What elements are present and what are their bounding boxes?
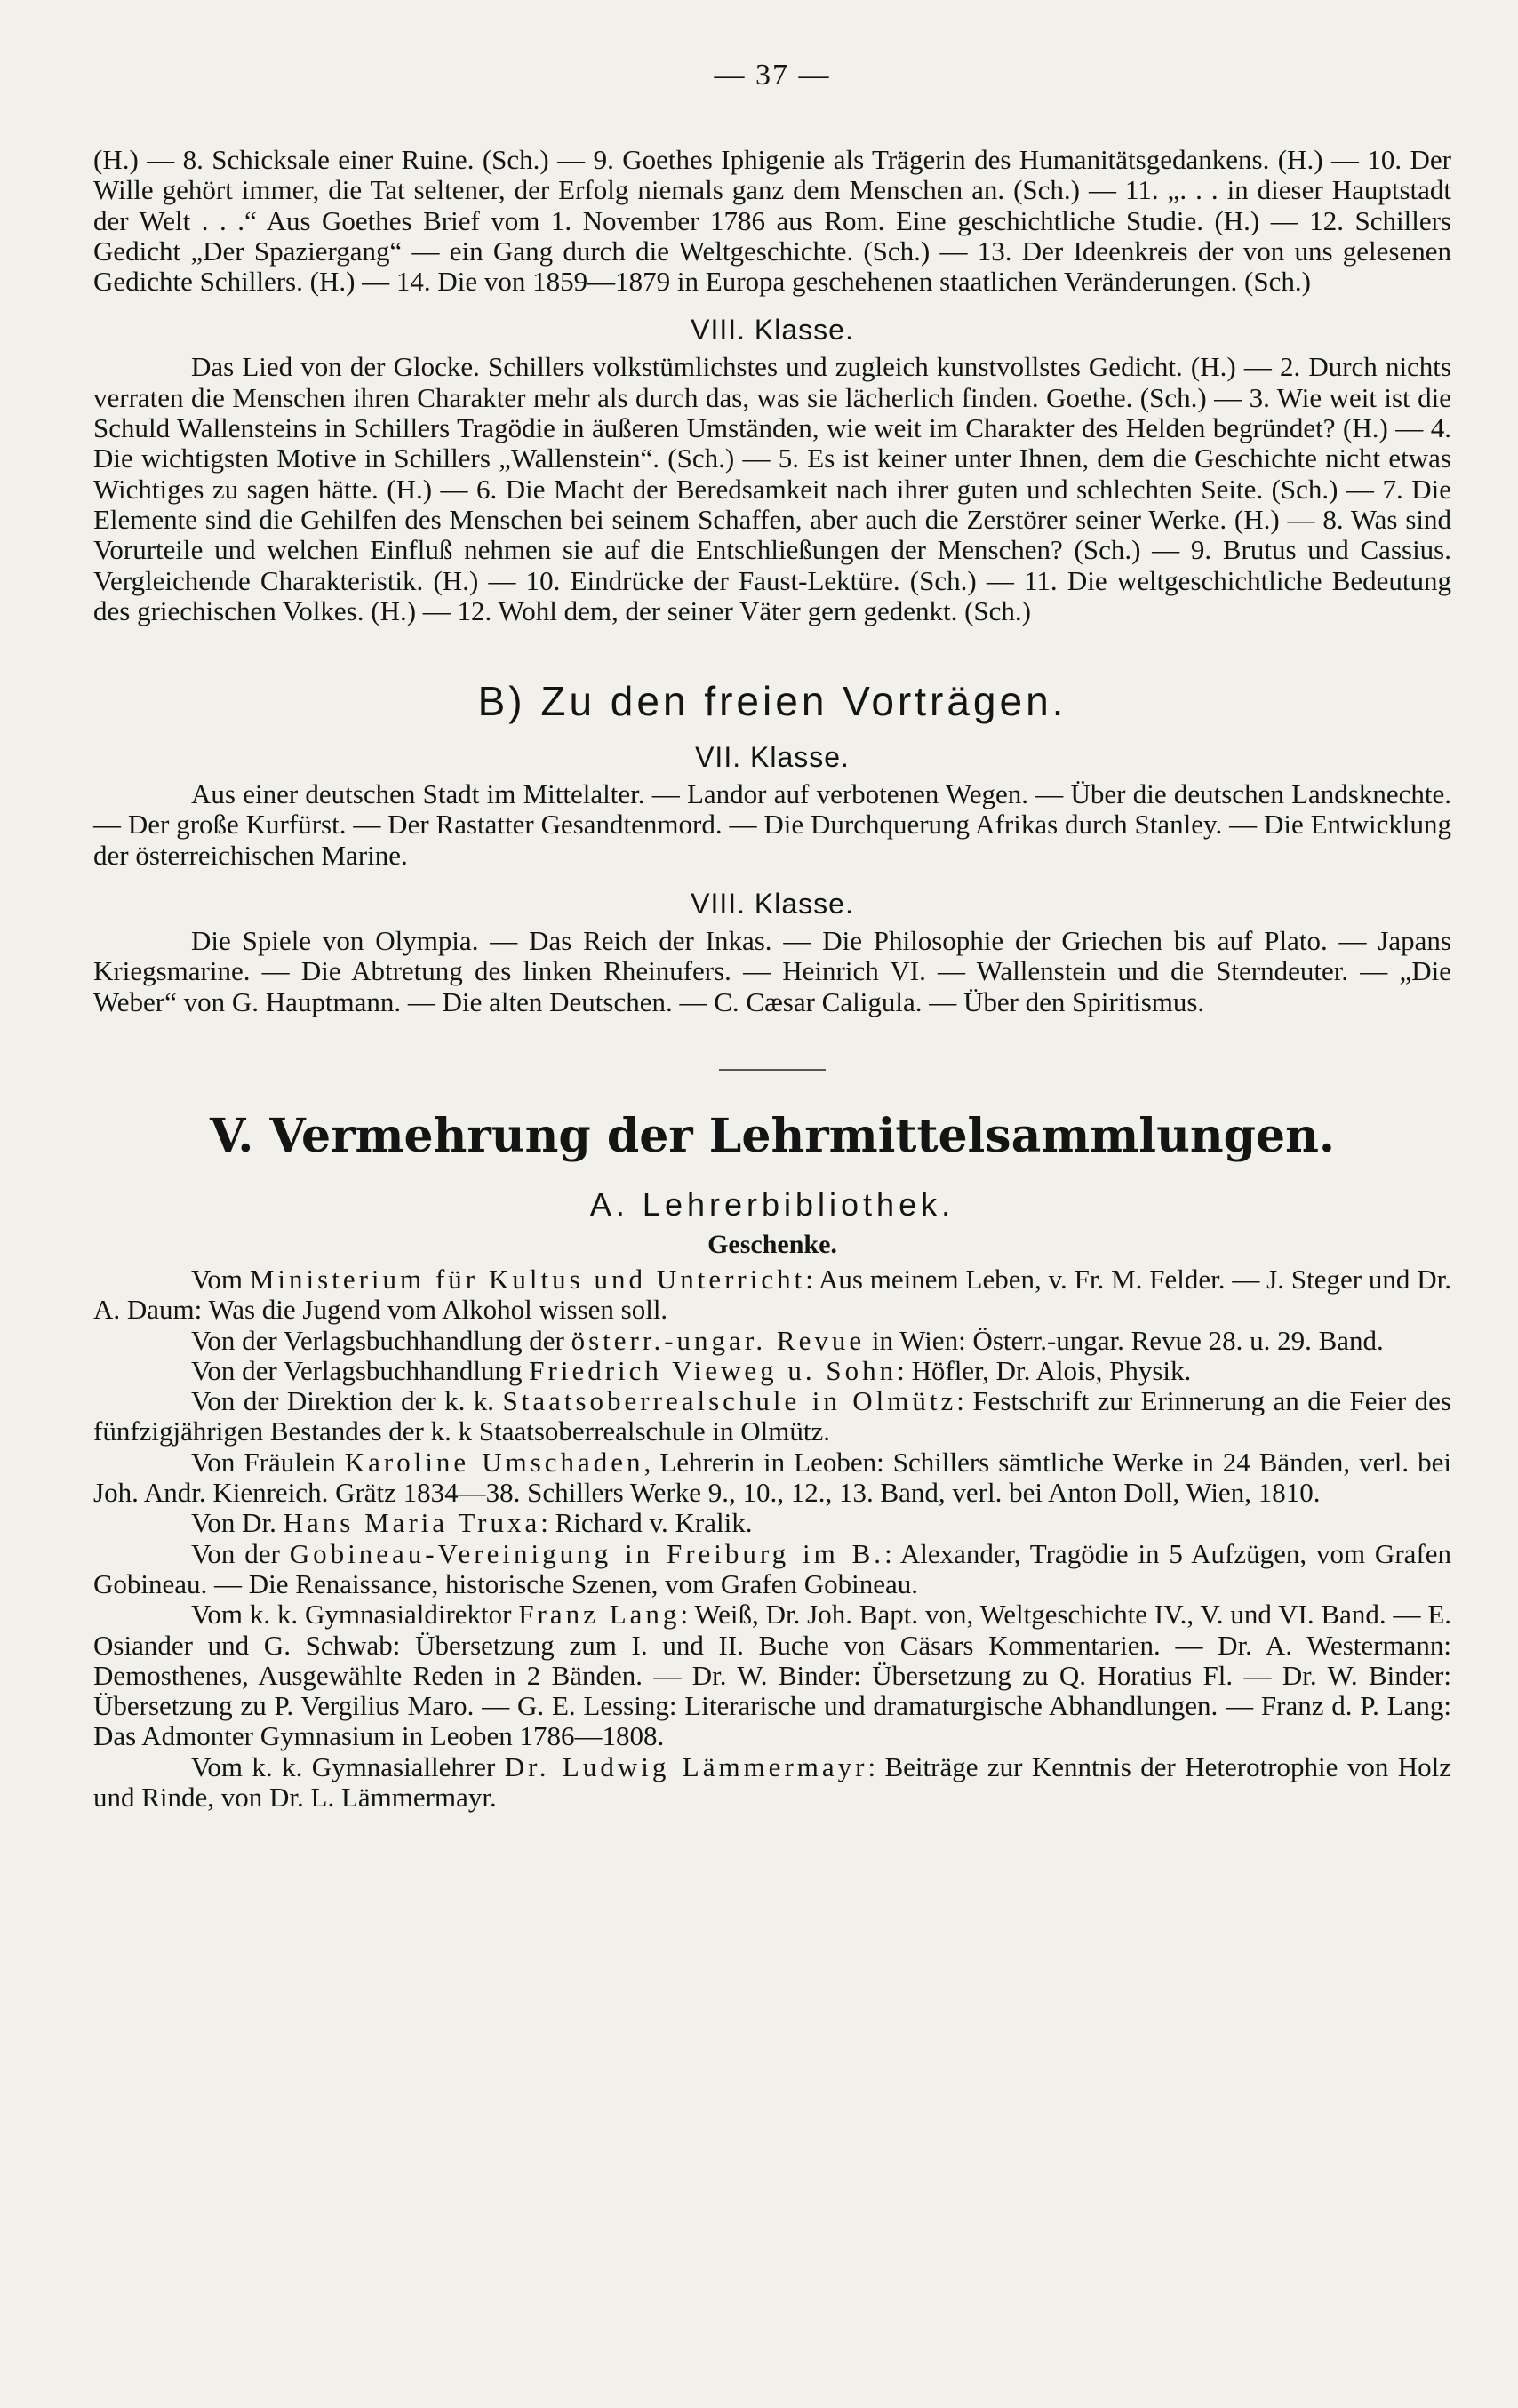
- vortraege-vii-heading: VII. Klasse.: [695, 741, 850, 774]
- document-page: [93, 49, 1451, 1813]
- donation-entry: Von Dr. Hans Maria Truxa: Richard v. Kralik.: [191, 1507, 753, 1539]
- donor-name: Dr. Ludwig Lämmermayr: [504, 1750, 868, 1782]
- klasse-viii-heading: VIII. Klasse.: [691, 314, 854, 347]
- donor-name: Gobineau-Vereinigung in Freiburg im B.: [289, 1537, 885, 1569]
- essay-topics-continued: (H.) — 8. Schicksale einer Ruine. (Sch.) — 9. Goethes Iphigenie als Trägerin des Humanitätsgedankens. (H.) — 10. Der Wille gehört immer, die Tat seltener, der Erfolg niemals ganz dem Menschen an. (Sch.) — 11. „. . . in dieser Hauptstadt der Welt . . .“ Aus Goethes Brief vom 1. November 1786 aus Rom. Eine geschichtliche Studie. (H.) — 12. Schillers Gedicht „Der Spaziergang“ — ein Gang durch die Weltgeschichte. (Sch.) — 13. Der Ideenkreis der von uns gelesenen Gedichte Schillers. (H.) — 14. Die von 1859—1879 in Europa geschehenen staatlichen Veränderungen. (Sch.): [93, 144, 1451, 298]
- donor-name: Karoline Umschaden: [344, 1446, 644, 1478]
- donor-name: Staatsoberrealschule in Olmütz: [502, 1385, 957, 1417]
- page-number: — 37 —: [714, 59, 831, 92]
- donation-entry: Von der Verlagsbuchhandlung Friedrich Vieweg u. Sohn: Höfler, Dr. Alois, Physik.: [191, 1354, 1192, 1386]
- donor-name: österr.-ungar. Revue: [571, 1324, 866, 1356]
- vortraege-viii-heading: VIII. Klasse.: [691, 888, 854, 921]
- vortraege-viii-topics: Die Spiele von Olympia. — Das Reich der Inkas. — Die Philosophie der Griechen bis auf Plato. — Japans Kriegsmarine. — Die Abtretung des linken Rheinufers. — Heinrich VI. — Wallenstein und die Sterndeuter. — „Die Weber“ von G. Hauptmann. — Die alten Deutschen. — C. Cæsar Caligula. — Über den Spiritismus.: [93, 925, 1451, 1017]
- donation-entry: Vom k. k. Gymnasialdirektor Franz Lang: Weiß, Dr. Joh. Bapt. von, Weltgeschichte IV., V. und VI. Band. — E. Osiander und G. Schwab: Übersetzung zum I. und II. Buche von Cäsars Kommentarien. — Dr. A. Westermann: Demosthenes, Ausgewählte Reden in 2 Bänden. — Dr. W. Binder: Übersetzung zu Q. Horatius Fl. — Dr. W. Binder: Übersetzung zu P. Vergilius Maro. — G. E. Lessing: Literarische und dramaturgische Abhandlungen. — Franz d. P. Lang: Das Admonter Gymnasium in Leoben 1786—1808.: [93, 1599, 1451, 1752]
- donation-entry: Von Fräulein Karoline Umschaden, Lehrerin in Leoben: Schillers sämtliche Werke in 24 Bänden, verl. bei Joh. Andr. Kienreich. Grätz 1834—38. Schillers Werke 9., 10., 12., 13. Band, verl. bei Anton Doll, Wien, 1810.: [93, 1446, 1452, 1509]
- donor-name: Hans Maria Truxa: [283, 1507, 541, 1539]
- donation-entry: Vom Ministerium für Kultus und Unterricht: Aus meinem Leben, v. Fr. M. Felder. — J. Steger und Dr. A. Daum: Was die Jugend vom Alkohol wissen soll.: [93, 1263, 1451, 1326]
- donor-name: Ministerium für Kultus und Unterricht: [249, 1263, 806, 1295]
- main-section-heading: V. Vermehrung der Lehrmittelsammlungen.: [209, 1108, 1336, 1163]
- donor-name: Franz Lang: [518, 1599, 681, 1631]
- donation-entry: Vom k. k. Gymnasiallehrer Dr. Ludwig Lämmermayr: Beiträge zur Kenntnis der Heterotrophie von Holz und Rinde, von Dr. L. Lämmermayr.: [93, 1750, 1451, 1813]
- geschenke-heading: Geschenke.: [707, 1229, 837, 1259]
- lehrerbibliothek-heading: A. Lehrerbibliothek.: [589, 1185, 955, 1223]
- donation-entry: Von der Verlagsbuchhandlung der österr.-ungar. Revue in Wien: Österr.-ungar. Revue 28. u. 29. Band.: [191, 1324, 1384, 1356]
- vortraege-vii-topics: Aus einer deutschen Stadt im Mittelalter. — Landor auf verbotenen Wegen. — Über die deutschen Landsknechte. — Der große Kurfürst. — Der Rastatter Gesandtenmord. — Die Durchquerung Afrikas durch Stanley. — Die Entwicklung der österreichischen Marine.: [93, 778, 1451, 871]
- donor-name: Friedrich Vieweg u. Sohn: [529, 1354, 898, 1386]
- section-b-heading: B) Zu den freien Vorträgen.: [477, 678, 1067, 725]
- donation-entry: Von der Direktion der k. k. Staatsoberrealschule in Olmütz: Festschrift zur Erinnerung an die Feier des fünfzigjährigen Bestandes der k. k Staatsoberrealschule in Olmütz.: [93, 1385, 1451, 1447]
- donation-entry: Von der Gobineau-Vereinigung in Freiburg im B.: Alexander, Tragödie in 5 Aufzügen, vom Grafen Gobineau. — Die Renaissance, historische Szenen, vom Grafen Gobineau.: [93, 1537, 1451, 1599]
- section-divider: [719, 1069, 826, 1071]
- klasse-viii-topics: Das Lied von der Glocke. Schillers volkstümlichstes und zugleich kunstvollstes Gedicht. (H.) — 2. Durch nichts verraten die Menschen ihren Charakter mehr als durch das, was sie lächerlich finden. Goethe. (Sch.) — 3. Wie weit ist die Schuld Wallensteins in Schillers Tragödie in äußeren Umständen, wie weit im Charakter des Helden begründet? (H.) — 4. Die wichtigsten Motive in Schillers „Wallenstein“. (Sch.) — 5. Es ist keiner unter Ihnen, dem die Geschichte nicht etwas Wichtiges zu sagen hätte. (H.) — 6. Die Macht der Beredsamkeit nach ihrer guten und schlechten Seite. (Sch.) — 7. Die Elemente sind die Gehilfen des Menschen bei seinem Schaffen, aber auch die Zerstörer seiner Werke. (H.) — 8. Was sind Vorurteile und welchen Einfluß nehmen sie auf die Entschließungen der Menschen? (Sch.) — 9. Brutus und Cassius. Vergleichende Charakteristik. (H.) — 10. Eindrücke der Faust-Lektüre. (Sch.) — 11. Die weltgeschichtliche Bedeutung des griechischen Volkes. (H.) — 12. Wohl dem, der seiner Väter gern gedenkt. (Sch.): [93, 351, 1451, 626]
